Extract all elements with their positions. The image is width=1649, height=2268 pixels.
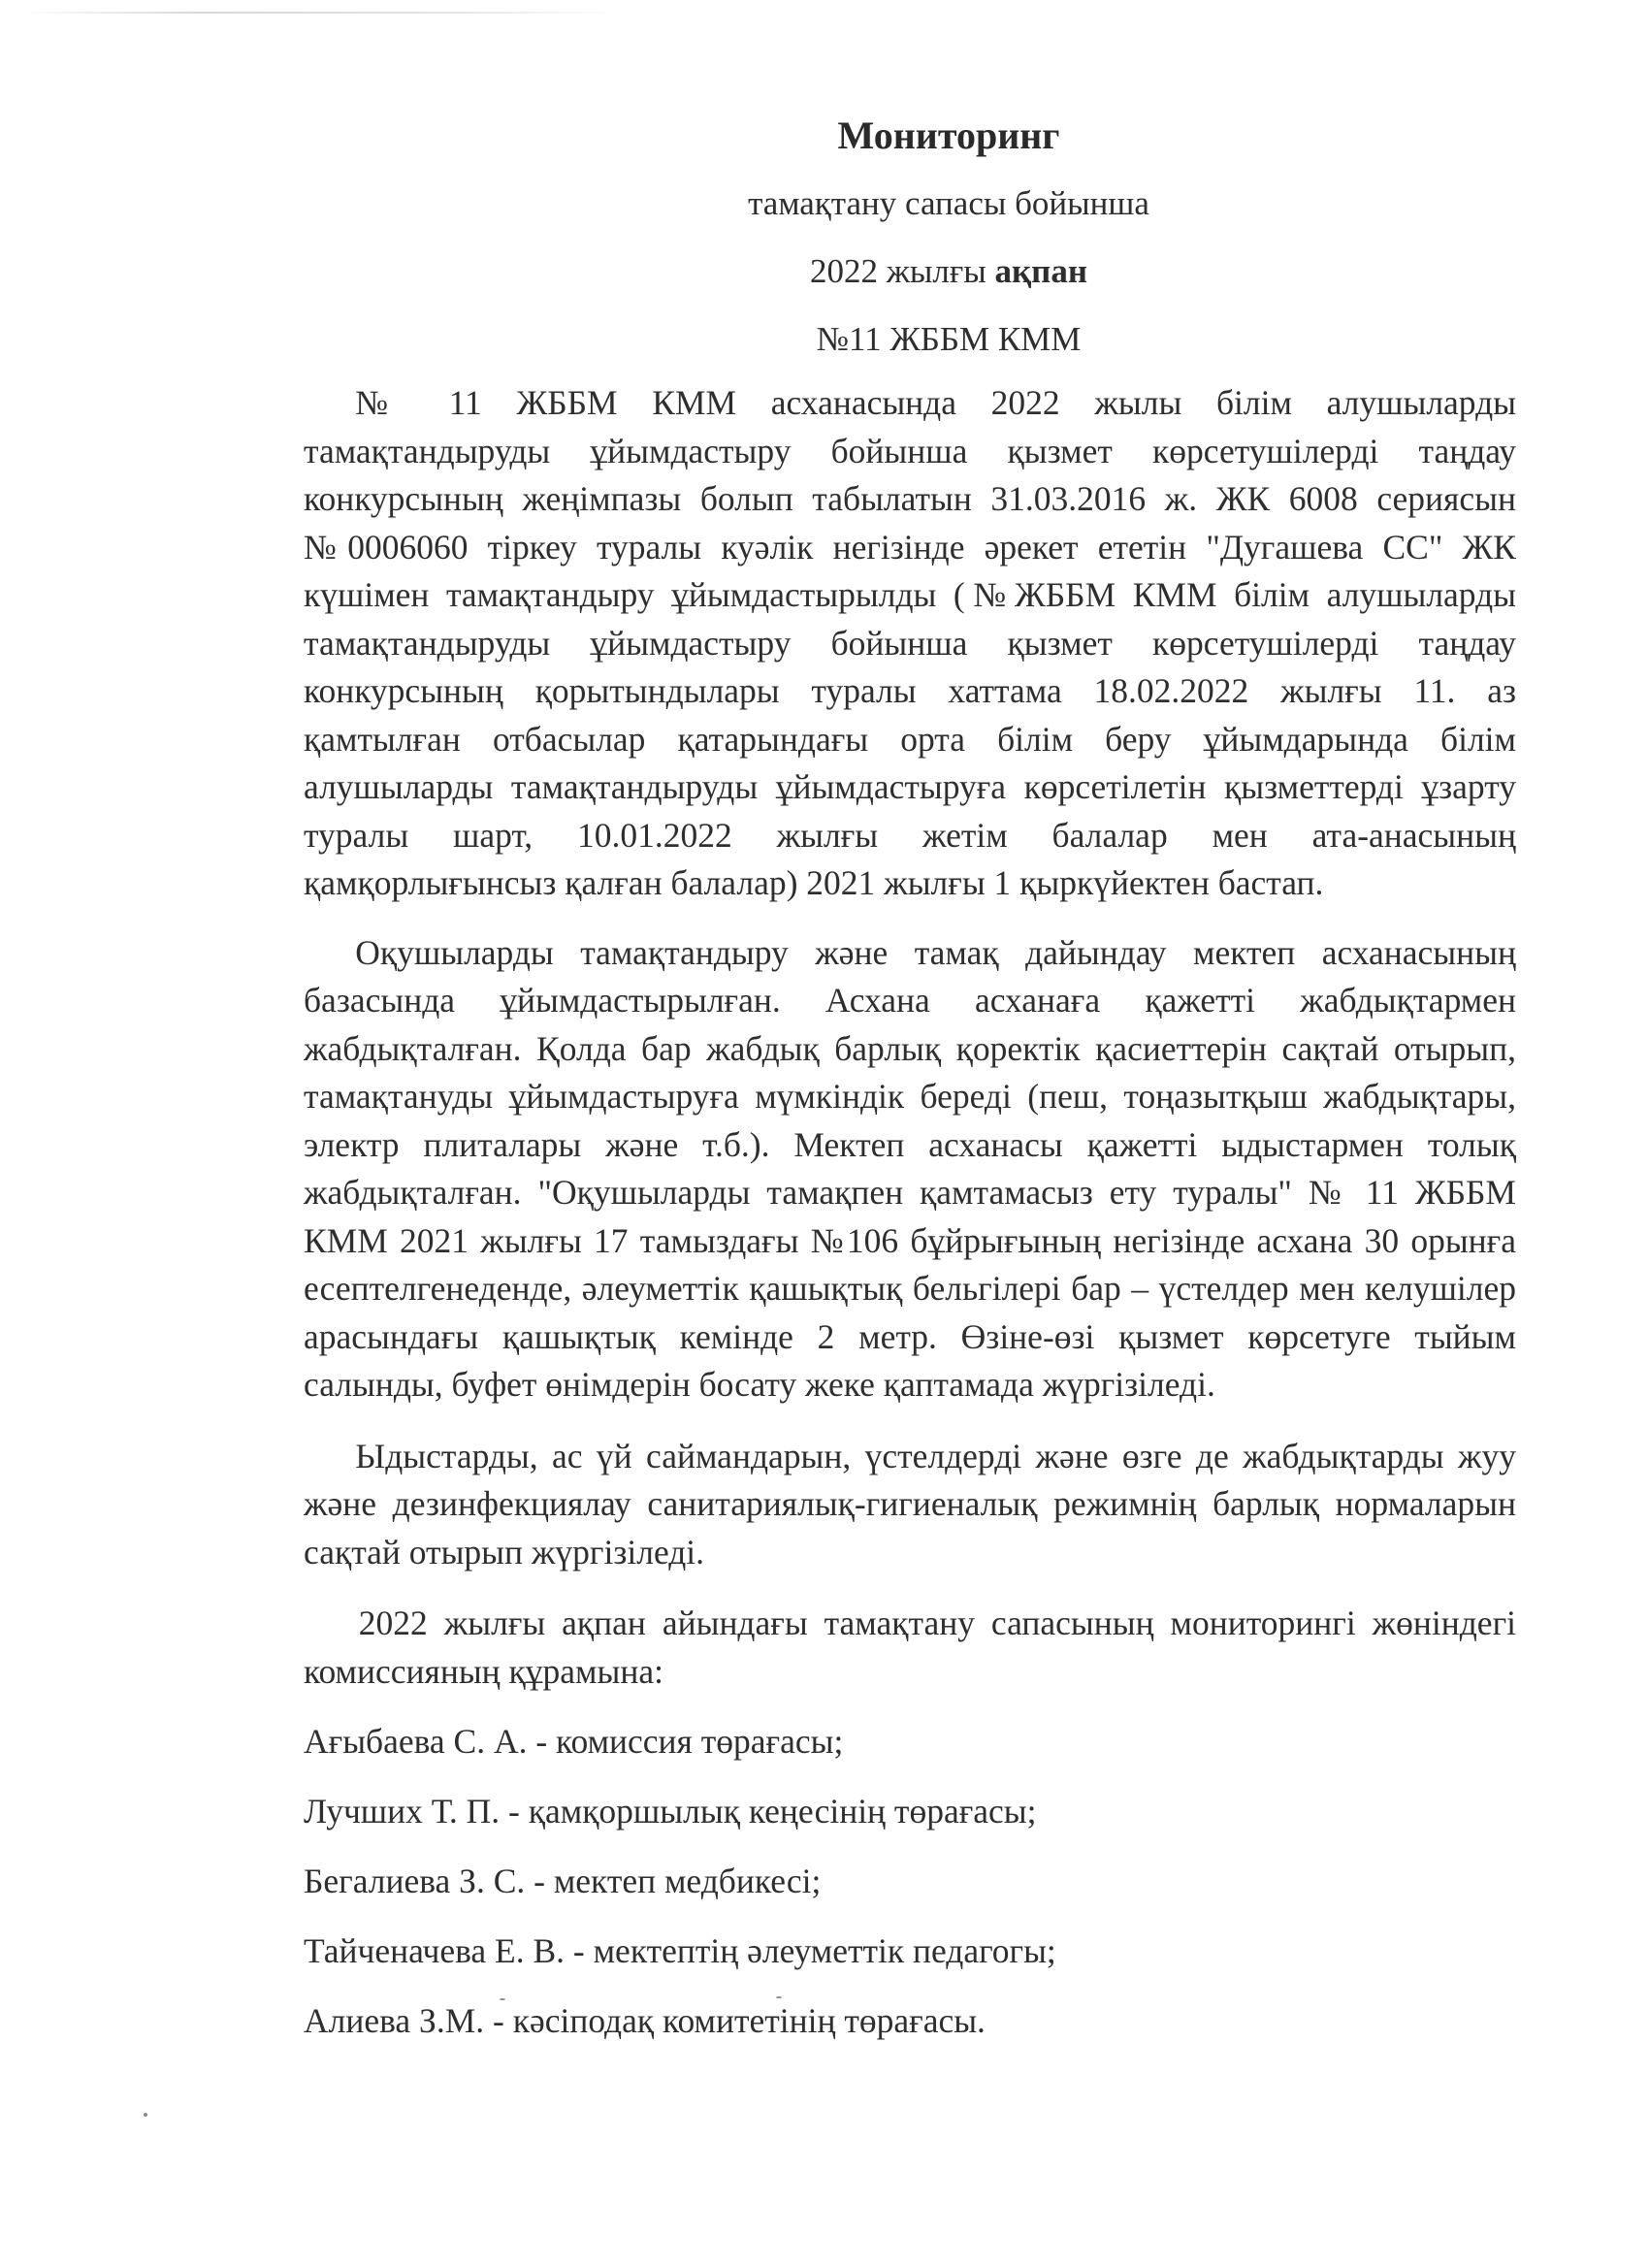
document-title: Мониторинг (837, 113, 1060, 157)
commission-member: Алиева З.М. - кәсіподақ комитетінің төрағасы. (304, 2001, 986, 2040)
commission-member: Тайченачева Е. В. - мектептің әлеуметтік педагогы; (304, 1931, 1056, 1970)
paragraph-sanitation: Ыдыстарды, ас үй саймандарын, үстелдерді және өзге де жабдықтарды жуу және дезинфекциялау санитариялық-гигиеналық режимнің барлық нормаларын сақтай отырып жүргізіледі. (304, 1436, 1516, 1571)
school-name: №11 ЖББМ КММ (816, 320, 1082, 358)
scan-speck (144, 2113, 147, 2117)
document-subtitle: тамақтану сапасы бойынша (748, 184, 1149, 222)
document-page (304, 102, 1516, 2045)
commission-member: Лучших Т. П. - қамқоршылық кеңесінің төрағасы; (304, 1792, 1037, 1831)
commission-member-list (304, 1717, 1516, 2045)
paragraph-catering-contract: № 11 ЖББМ КММ асханасында 2022 жылы білім алушыларды тамақтандыруды ұйымдастыру бойынша қызмет көрсетушілерді таңдау конкурсының жеңімпазы болып табылатын 31.03.2016 ж. ЖК 6008 сериясын №0006060 тіркеу туралы куәлік негізінде әрекет ететін "Дугашева СС" ЖК күшімен тамақтандыру ұйымдастырылды (№ЖББМ КММ білім алушыларды тамақтандыруды ұйымдастыру бойынша қызмет көрсетушілерді таңдау конкурсының қорытындылары туралы хаттама 18.02.2022 жылғы 11. аз қамтылған отбасылар қатарындағы орта білім беру ұйымдарында білім алушыларды тамақтандыруды ұйымдастыруға көрсетілетін қызметтерді ұзарту туралы шарт, 10.01.2022 жылғы жетім балалар мен ата-анасының қамқорлығынсыз қалған балалар) 2021 жылғы 1 қыркүйектен бастап. (304, 383, 1516, 902)
commission-member: Бегалиева З. С. - мектеп медбикесі; (304, 1862, 822, 1900)
document-period (304, 238, 1516, 306)
paragraph-commission-intro: 2022 жылғы ақпан айындағы тамақтану сапасының мониторингі жөніндегі комиссияның құрамына: (304, 1604, 1516, 1691)
scan-edge-artifact (19, 12, 621, 14)
commission-member: Ағыбаева С. А. - комиссия төрағасы; (304, 1722, 844, 1761)
paragraph-canteen-equipment: Оқушыларды тамақтандыру және тамақ дайындау мектеп асханасының базасында ұйымдастырылған. Асхана асханаға қажетті жабдықтармен жабдықталған. Қолда бар жабдық барлық қоректік қасиеттерін сақтай отырып, тамақтануды ұйымдастыруға мүмкіндік береді (пеш, тоңазытқыш жабдықтары, электр плиталары және т.б.). Мектеп асханасы қажетті ыдыстармен толық жабдықталған. "Оқушыларды тамақпен қамтамасыз ету туралы" № 11 ЖББМ КММ 2021 жылғы 17 тамыздағы №106 бұйрығының негізінде асхана 30 орынға есептелгенеденде, әлеуметтік қашықтық бельгілері бар – үстелдер мен келушілер арасындағы қашықтық кемінде 2 метр. Өзіне-өзі қызмет көрсетуге тыйым салынды, буфет өнімдерін босату жеке қаптамада жүргізіледі. (304, 932, 1516, 1404)
period-month: ақпан (994, 252, 1088, 290)
period-year: 2022 жылғы (809, 252, 995, 290)
